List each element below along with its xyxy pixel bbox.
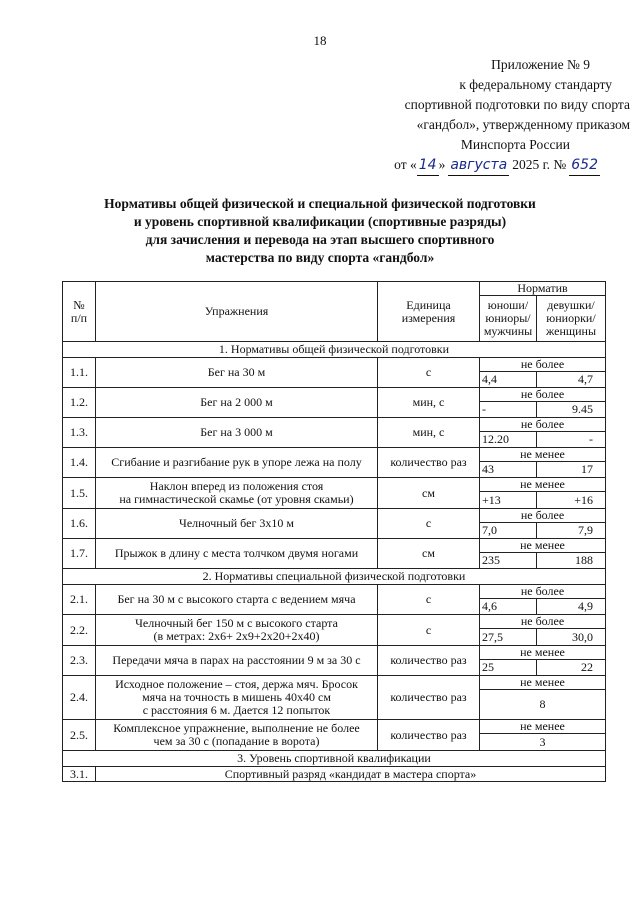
row-value-female: 188 [537,553,606,569]
row-qualifier: не более [480,615,606,629]
table-row [63,388,606,402]
row-number: 2.2. [63,615,96,646]
appendix-line: спортивной подготовки по виду спорта [404,97,630,112]
row-value-male: 4,4 [480,372,537,388]
row-exercise: Бег на 30 м [96,358,378,388]
page-number: 18 [313,33,327,48]
row-value-female: 30,0 [537,629,606,646]
row-number: 1.3. [63,418,96,448]
row-number: 3.1. [63,767,96,782]
table-row [63,448,606,462]
table-row [63,720,606,734]
header-male: юноши/ юниоры/ мужчины [480,296,537,342]
date-mid: » [438,157,446,172]
table-row [63,767,606,782]
section-heading: 2. Нормативы специальной физической подготовки [63,569,606,585]
row-value-male: +13 [480,492,537,509]
row-exercise: Челночный бег 150 м с высокого старта (в метрах: 2x6+ 2x9+2x20+2x40) [96,615,378,646]
row-unit: количество раз [378,646,480,676]
row-number: 2.5. [63,720,96,751]
handwritten-number: 652 [569,155,600,176]
date-year: 2025 г. № [512,157,567,172]
section-heading: 1. Нормативы общей физической подготовки [63,342,606,358]
row-unit: с [378,615,480,646]
table-row [63,585,606,599]
row-value-both: 3 [480,734,606,751]
standards-table [62,281,606,782]
row-unit: см [378,539,480,569]
section-row [63,342,606,358]
section-heading: 3. Уровень спортивной квалификации [63,751,606,767]
table-row [63,615,606,629]
header-exercise: Упражнения [96,282,378,342]
row-qualifier: не менее [480,646,606,660]
row-unit: с [378,509,480,539]
table-row [63,358,606,372]
section-row [63,751,606,767]
row-number: 2.3. [63,646,96,676]
title-line: Нормативы общей физической и специальной физической подготовки [104,196,536,211]
row-value-male: 4,6 [480,599,537,615]
row-value-both: 8 [480,690,606,720]
row-value-female: - [537,432,606,448]
row-number: 1.5. [63,478,96,509]
row-unit: мин, с [378,388,480,418]
title-line: мастерства по виду спорта «гандбол» [205,250,435,265]
row-number: 2.4. [63,676,96,720]
row-exercise: Передачи мяча в парах на расстоянии 9 м за 30 с [96,646,378,676]
row-unit: мин, с [378,418,480,448]
row-value-male: 25 [480,660,537,676]
title-line: для зачисления и перевода на этап высшего спортивного [145,232,495,247]
row-value-female: 7,9 [537,523,606,539]
table-row [63,509,606,523]
row-value-male: - [480,402,537,418]
row-value-male: 27,5 [480,629,537,646]
row-exercise: Прыжок в длину с места толчком двумя ногами [96,539,378,569]
row-exercise: Бег на 2 000 м [96,388,378,418]
row-exercise: Сгибание и разгибание рук в упоре лежа на полу [96,448,378,478]
table-row [63,646,606,660]
date-prefix: от « [394,157,417,172]
row-unit: см [378,478,480,509]
row-qualifier: не менее [480,720,606,734]
row-value-male: 12.20 [480,432,537,448]
row-unit: количество раз [378,720,480,751]
row-unit: количество раз [378,676,480,720]
document-title [60,195,580,267]
header-norm: Норматив [480,282,606,296]
row-number: 1.4. [63,448,96,478]
appendix-date-line [330,155,630,176]
row-qualifier: не менее [480,478,606,492]
row-unit: с [378,585,480,615]
row-exercise: Бег на 3 000 м [96,418,378,448]
row-number: 1.7. [63,539,96,569]
row-value-female: +16 [537,492,606,509]
row-value-male: 7,0 [480,523,537,539]
row-value-female: 4,9 [537,599,606,615]
row-qualifier: не менее [480,539,606,553]
section-row [63,569,606,585]
row-number: 1.1. [63,358,96,388]
table-row [63,478,606,492]
appendix-line: Минспорта России [460,137,570,152]
appendix-block [330,55,630,176]
handwritten-month: августа [448,155,509,176]
appendix-line: Приложение № 9 [491,57,590,72]
row-value-male: 235 [480,553,537,569]
row-exercise: Челночный бег 3x10 м [96,509,378,539]
row-exercise: Спортивный разряд «кандидат в мастера спорта» [96,767,606,782]
row-qualifier: не менее [480,448,606,462]
row-qualifier: не менее [480,676,606,690]
row-value-female: 4,7 [537,372,606,388]
row-qualifier: не более [480,418,606,432]
row-exercise: Наклон вперед из положения стоя на гимнастической скамье (от уровня скамьи) [96,478,378,509]
row-unit: с [378,358,480,388]
row-value-female: 17 [537,462,606,478]
row-qualifier: не более [480,585,606,599]
row-value-female: 22 [537,660,606,676]
row-exercise: Бег на 30 м с высокого старта с ведением мяча [96,585,378,615]
table-row [63,676,606,690]
title-line: и уровень спортивной квалификации (спортивные разряды) [133,214,507,229]
row-qualifier: не более [480,388,606,402]
table-row [63,539,606,553]
header-female: девушки/ юниорки/ женщины [537,296,606,342]
table-row [63,418,606,432]
row-value-male: 43 [480,462,537,478]
appendix-line: к федеральному стандарту [459,77,612,92]
handwritten-day: 14 [417,155,439,176]
row-qualifier: не более [480,509,606,523]
row-qualifier: не более [480,358,606,372]
row-value-female: 9.45 [537,402,606,418]
row-exercise: Исходное положение – стоя, держа мяч. Бросок мяча на точность в мишень 40x40 см с расстояния 6 м. Дается 12 попыток [96,676,378,720]
header-unit: Единица измерения [378,282,480,342]
row-number: 1.2. [63,388,96,418]
row-exercise: Комплексное упражнение, выполнение не более чем за 30 с (попадание в ворота) [96,720,378,751]
appendix-line: «гандбол», утвержденному приказом [416,117,630,132]
row-number: 2.1. [63,585,96,615]
row-number: 1.6. [63,509,96,539]
header-number: № п/п [63,282,96,342]
row-unit: количество раз [378,448,480,478]
